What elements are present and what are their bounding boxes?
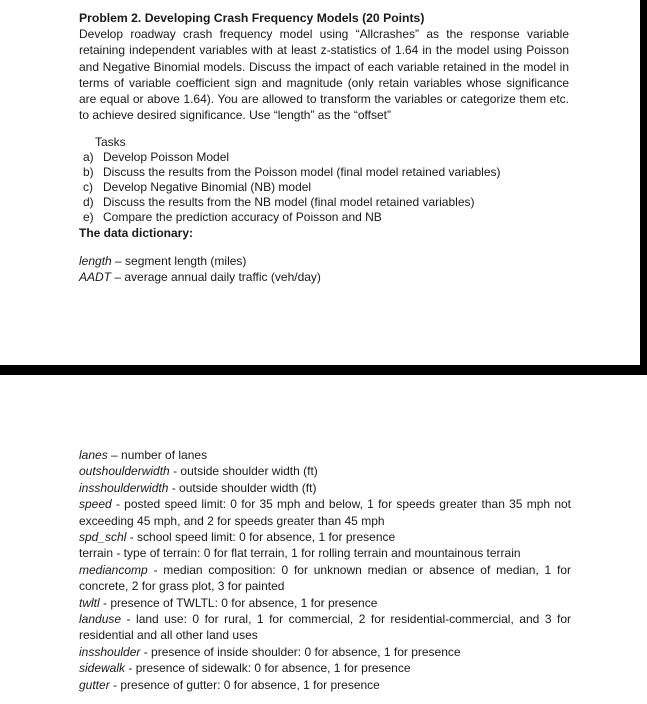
dictionary-entry-twltl — [79, 595, 571, 611]
task-letter: e) — [83, 209, 94, 224]
dictionary-entry-length — [79, 253, 571, 269]
entry-term: AADT — [79, 270, 112, 285]
dictionary-entry-insshoulderwidth — [79, 480, 571, 496]
dictionary-entry-speed — [79, 496, 571, 529]
entry-term: twltl — [79, 595, 100, 610]
entry-term: terrain — [79, 546, 114, 561]
entry-term: insshoulderwidth — [79, 480, 169, 495]
task-letter: c) — [83, 179, 93, 194]
entry-term: mediancomp — [79, 562, 148, 577]
entry-term: lanes — [79, 448, 108, 462]
entry-desc: - presence of inside shoulder: 0 for absence, 1 for presence — [140, 644, 461, 659]
dictionary-entry-terrain — [79, 545, 571, 561]
dictionary-entry-spd-schl — [79, 529, 571, 545]
dictionary-entry-landuse — [79, 611, 571, 644]
entry-desc: - outside shoulder width (ft) — [169, 464, 318, 479]
dictionary-entry-outshoulderwidth — [79, 463, 571, 479]
task-text: Compare the prediction accuracy of Poisson and NB — [103, 209, 382, 224]
task-text: Discuss the results from the NB model (final model retained variables) — [103, 194, 475, 209]
dictionary-entry-sidewalk — [79, 660, 571, 676]
dictionary-entry-insshoulder — [79, 644, 571, 660]
entry-term: outshoulderwidth — [79, 464, 170, 479]
entry-desc: – number of lanes — [107, 448, 208, 462]
entry-desc: - presence of sidewalk: 0 for absence, 1 for presence — [125, 661, 411, 676]
task-item-a — [83, 149, 628, 165]
task-text: Develop Negative Binomial (NB) model — [103, 179, 312, 194]
dictionary-entry-mediancomp — [79, 562, 571, 595]
entry-term: speed — [79, 497, 112, 512]
entry-desc: – average annual daily traffic (veh/day) — [111, 270, 321, 285]
entry-desc: - posted speed limit: 0 for 35 mph and below, 1 for speeds greater than 35 mph not exceeding 45 mph, and 2 for speeds greater than 45 mph — [79, 497, 571, 528]
entry-term: landuse — [79, 612, 122, 627]
tasks-title: Tasks — [95, 134, 126, 149]
entry-desc: – segment length (miles) — [111, 253, 247, 268]
task-letter: b) — [83, 164, 94, 179]
entry-desc: - outside shoulder width (ft) — [168, 480, 317, 495]
entry-desc: - school speed limit: 0 for absence, 1 for presence — [126, 530, 396, 545]
task-text: Discuss the results from the Poisson model (final model retained variables) — [103, 164, 501, 179]
entry-term: gutter — [79, 677, 110, 692]
dictionary-entry-aadt — [79, 269, 571, 285]
entry-desc: - land use: 0 for rural, 1 for commercial, 2 for residential-commercial, and 3 for residential and all other land uses — [79, 612, 571, 643]
entry-term: spd_schl — [79, 530, 127, 545]
document-page-2 — [0, 375, 647, 704]
tasks-list — [79, 150, 628, 225]
entry-desc: - presence of gutter: 0 for absence, 1 for presence — [109, 677, 380, 692]
entry-term: sidewalk — [79, 661, 126, 676]
dictionary-title: The data dictionary: — [79, 225, 194, 240]
task-text: Develop Poisson Model — [103, 149, 230, 164]
task-item-e — [83, 209, 628, 225]
entry-term: length — [79, 253, 112, 268]
dictionary-entry-gutter — [79, 677, 571, 693]
task-item-b — [83, 164, 628, 180]
problem-paragraph: Develop roadway crash frequency model using “Allcrashes” as the response variable retaining independent variables with at least z-statistics of 1.64 in the model using Poisson and Negative Binomial models. Discuss the impact of each variable retained in the model in terms of variable coefficient sign and magnitude (only retain variables whose significance are equal or above 1.64). You are allowed to transform the variables or categorize them etc. to achieve desired significance. Use “length” as the “offset” — [79, 27, 569, 123]
entry-term: insshoulder — [79, 644, 141, 659]
entry-desc: - type of terrain: 0 for flat terrain, 1 for rolling terrain and mountainous terrain — [113, 546, 521, 561]
task-letter: a) — [83, 149, 94, 164]
entry-desc: - median composition: 0 for unknown median or absence of median, 1 for concrete, 2 for grass plot, 3 for painted — [79, 562, 571, 594]
task-letter: d) — [83, 194, 94, 209]
task-item-d — [83, 194, 628, 210]
task-item-c — [83, 179, 628, 195]
dictionary-entry-lanes — [79, 447, 571, 463]
entry-desc: - presence of TWLTL: 0 for absence, 1 for presence — [99, 595, 378, 610]
problem-heading: Problem 2. Developing Crash Frequency Models (20 Points) — [79, 11, 425, 25]
